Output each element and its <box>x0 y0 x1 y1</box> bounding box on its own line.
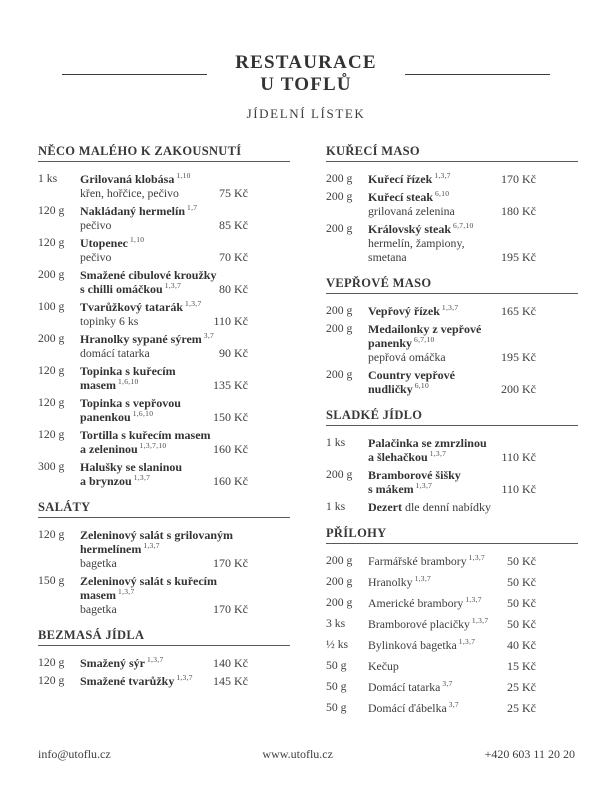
item-text <box>368 368 578 396</box>
item-price: 75 Kč <box>219 186 248 200</box>
item-name-line <box>368 190 576 204</box>
item-qty: 1 ks <box>326 436 346 449</box>
item-desc: bagetka <box>80 602 117 616</box>
item-text <box>368 659 578 673</box>
item-price: 80 Kč <box>219 282 248 296</box>
item-text <box>80 428 290 456</box>
menu-section <box>38 628 290 688</box>
right-column <box>326 132 578 722</box>
item-desc: topinky 6 ks <box>80 314 139 328</box>
item-name-line <box>80 542 288 556</box>
item-qty: 200 g <box>326 368 353 381</box>
item-name: Topinka s kuřecím <box>80 364 176 378</box>
item-qty: 200 g <box>326 468 353 481</box>
menu-content <box>0 132 612 722</box>
item-name-line <box>80 378 288 392</box>
menu-item <box>38 656 290 670</box>
item-name: Kuřecí steak <box>368 190 433 204</box>
allergen-codes: 1,3,7 <box>468 553 486 562</box>
item-text <box>368 701 578 715</box>
item-qty: 200 g <box>326 304 353 317</box>
item-name: Hranolky <box>368 575 413 589</box>
item-text <box>80 236 290 264</box>
item-name-line <box>80 460 288 474</box>
menu-item <box>38 204 290 232</box>
allergen-codes: 1,3,7 <box>471 616 489 625</box>
menu-item <box>38 460 290 488</box>
left-column <box>38 132 290 722</box>
allergen-codes: 3,7 <box>448 700 459 709</box>
item-qty: 200 g <box>326 190 353 203</box>
item-price: 135 Kč <box>213 378 248 392</box>
menu-item <box>326 172 578 186</box>
item-qty: 200 g <box>38 268 65 281</box>
item-text <box>368 617 578 631</box>
section-title: PŘÍLOHY <box>326 526 578 544</box>
section-title: BEZMASÁ JÍDLA <box>38 628 290 646</box>
item-name: Bylinková bagetka <box>368 638 457 652</box>
item-desc: smetana <box>368 250 407 264</box>
item-name: Vepřový řízek <box>368 304 440 318</box>
item-qty: 120 g <box>38 674 65 687</box>
menu-item <box>38 268 290 296</box>
menu-item <box>326 322 578 364</box>
item-name-line <box>80 172 288 186</box>
item-name-line <box>368 436 576 450</box>
item-text <box>368 596 578 610</box>
item-name-line <box>368 638 576 652</box>
item-name-line <box>80 528 288 542</box>
item-text <box>368 172 578 186</box>
allergen-codes: 1,3,7 <box>133 473 151 482</box>
item-name: a brynzou <box>80 474 132 488</box>
item-name: Domácí tatarka <box>368 680 441 694</box>
item-qty: 120 g <box>38 204 65 217</box>
item-price: 160 Kč <box>213 474 248 488</box>
menu-section <box>326 408 578 514</box>
menu-item <box>326 701 578 715</box>
item-desc: grilovaná zelenina <box>368 204 455 218</box>
menu-item <box>326 575 578 589</box>
item-price: 85 Kč <box>219 218 248 232</box>
item-text <box>80 300 290 328</box>
item-name-line <box>368 701 576 715</box>
item-name-line <box>368 222 576 236</box>
menu-item <box>326 638 578 652</box>
item-price: 200 Kč <box>501 382 536 396</box>
allergen-codes: 1,3,7 <box>441 303 459 312</box>
item-desc: pečivo <box>80 250 112 264</box>
item-name: Bramborové placičky <box>368 617 470 631</box>
item-name-line <box>80 574 288 588</box>
item-name-line <box>368 450 576 464</box>
item-name: Kečup <box>368 659 399 673</box>
allergen-codes: 6,7,10 <box>453 221 474 230</box>
item-name-line <box>368 172 576 186</box>
header-rule-left <box>62 74 207 75</box>
item-qty: 200 g <box>326 222 353 235</box>
item-name-line <box>80 674 288 688</box>
item-qty: 100 g <box>38 300 65 313</box>
section-title: VEPŘOVÉ MASO <box>326 276 578 294</box>
item-name-line <box>80 300 288 314</box>
item-qty: 50 g <box>326 701 347 714</box>
item-price: 195 Kč <box>501 350 536 364</box>
menu-item <box>326 468 578 496</box>
item-qty: 200 g <box>38 332 65 345</box>
menu-subtitle: JÍDELNÍ LÍSTEK <box>246 106 366 121</box>
menu-item <box>326 222 578 264</box>
item-qty: 200 g <box>326 322 353 335</box>
item-price: 145 Kč <box>213 674 248 688</box>
item-name: Zeleninový salát s grilovaným <box>80 528 234 542</box>
menu-item <box>326 304 578 318</box>
item-text <box>80 396 290 424</box>
item-name: Grilovaná klobása <box>80 172 175 186</box>
header-rule-right <box>405 74 550 75</box>
item-name-line <box>80 656 288 670</box>
item-text <box>368 322 578 364</box>
item-name-line <box>368 500 576 514</box>
item-price: 50 Kč <box>507 554 536 568</box>
item-name: Hranolky sypané sýrem <box>80 332 202 346</box>
item-qty: 120 g <box>38 364 65 377</box>
item-name-line <box>368 322 576 336</box>
menu-item <box>38 396 290 424</box>
item-name: Medailonky z vepřové <box>368 322 482 336</box>
item-name: Zeleninový salát s kuřecím <box>80 574 217 588</box>
item-price: 70 Kč <box>219 250 248 264</box>
item-name-line <box>80 442 288 456</box>
title-row <box>0 52 612 96</box>
menu-item <box>38 674 290 688</box>
item-qty: 1 ks <box>326 500 346 513</box>
item-desc: domácí tatarka <box>80 346 150 360</box>
item-text <box>368 304 578 318</box>
item-text <box>80 460 290 488</box>
allergen-codes: 1,3,7,10 <box>139 441 167 450</box>
item-qty: 50 g <box>326 680 347 693</box>
item-text <box>80 332 290 360</box>
item-name-line <box>368 368 576 382</box>
menu-item <box>38 300 290 328</box>
item-qty: 120 g <box>38 236 65 249</box>
allergen-codes: 1,3,7 <box>147 655 164 664</box>
item-desc: pečivo <box>80 218 112 232</box>
item-name-line <box>368 482 576 496</box>
menu-section <box>38 500 290 616</box>
item-text <box>368 575 578 589</box>
allergen-codes: 1,3,7 <box>434 171 451 180</box>
allergen-codes: 1,10 <box>130 235 145 244</box>
item-qty: 200 g <box>326 172 353 185</box>
item-name: Country vepřové <box>368 368 455 382</box>
menu-section <box>326 276 578 396</box>
item-qty: 150 g <box>38 574 65 587</box>
menu-item <box>326 554 578 568</box>
allergen-codes: 1,3,7 <box>458 637 476 646</box>
item-name-line <box>80 474 288 488</box>
item-text <box>80 674 290 688</box>
allergen-codes: 3,7 <box>203 331 215 340</box>
item-price: 25 Kč <box>507 680 536 694</box>
item-name-line <box>80 204 288 218</box>
item-name: Americké brambory <box>368 596 464 610</box>
item-qty: 200 g <box>326 596 353 609</box>
item-text <box>368 468 578 496</box>
item-desc: hermelín, žampiony, <box>368 236 465 250</box>
allergen-codes: 1,3,7 <box>414 574 432 583</box>
item-text <box>80 268 290 296</box>
menu-item <box>38 332 290 360</box>
menu-item <box>38 364 290 392</box>
menu-item <box>326 500 578 514</box>
menu-item <box>38 172 290 200</box>
restaurant-name-line2: U TOFLŮ <box>260 74 352 95</box>
menu-item <box>326 368 578 396</box>
item-price: 150 Kč <box>213 410 248 424</box>
item-price: 165 Kč <box>501 304 536 318</box>
allergen-codes: 1,3,7 <box>465 595 482 604</box>
item-name-line <box>368 659 576 673</box>
item-name: Smažený sýr <box>80 656 145 670</box>
item-name: Tvarůžkový tatarák <box>80 300 183 314</box>
item-price: 110 Kč <box>501 450 536 464</box>
item-name: masem <box>80 378 116 392</box>
allergen-codes: 1,3,7 <box>185 299 202 308</box>
allergen-codes: 1,10 <box>176 171 191 180</box>
allergen-codes: 1,3,7 <box>415 481 433 490</box>
item-text <box>80 172 290 200</box>
page-footer <box>0 747 612 762</box>
allergen-codes: 6,10 <box>435 189 450 198</box>
item-price: 110 Kč <box>213 314 248 328</box>
item-name: Dezert <box>368 500 402 514</box>
menu-item <box>326 190 578 218</box>
item-price: 15 Kč <box>507 659 536 673</box>
item-price: 40 Kč <box>507 638 536 652</box>
section-title: SLADKÉ JÍDLO <box>326 408 578 426</box>
footer-email: info@utoflu.cz <box>38 747 111 761</box>
item-text <box>368 436 578 464</box>
item-price: 160 Kč <box>213 442 248 456</box>
item-name-line <box>368 382 576 396</box>
item-qty: 120 g <box>38 396 65 409</box>
item-text <box>80 574 290 616</box>
item-name-line <box>80 282 288 296</box>
menu-item <box>38 236 290 264</box>
item-text <box>368 190 578 218</box>
allergen-codes: 1,3,7 <box>164 281 182 290</box>
item-qty: 50 g <box>326 659 347 672</box>
menu-section <box>326 526 578 715</box>
item-name-line <box>80 588 288 602</box>
allergen-codes: 1,3,7 <box>176 673 193 682</box>
item-name-line <box>368 596 576 610</box>
item-name: panenky <box>368 336 413 350</box>
item-text <box>80 204 290 232</box>
item-name-line <box>368 617 576 631</box>
item-name-line <box>80 332 288 346</box>
item-name-line <box>80 268 288 282</box>
item-price: 195 Kč <box>501 250 536 264</box>
item-name: Smažené cibulové kroužky <box>80 268 217 282</box>
menu-item <box>326 659 578 673</box>
item-name-line <box>80 396 288 410</box>
item-name: s chilli omáčkou <box>80 282 163 296</box>
item-name: Farmářské brambory <box>368 554 467 568</box>
item-text <box>368 500 578 514</box>
footer-website: www.utoflu.cz <box>262 747 333 761</box>
restaurant-name <box>235 52 377 96</box>
item-name-line <box>368 336 576 350</box>
item-qty: 200 g <box>326 554 353 567</box>
item-price: 50 Kč <box>507 596 536 610</box>
item-price: 25 Kč <box>507 701 536 715</box>
item-qty: 120 g <box>38 656 65 669</box>
item-price: 170 Kč <box>213 602 248 616</box>
item-name: Bramborové šišky <box>368 468 461 482</box>
footer-phone: +420 603 11 20 20 <box>484 747 575 761</box>
item-name: Topinka s vepřovou <box>80 396 181 410</box>
menu-item <box>326 596 578 610</box>
item-name-line <box>368 575 576 589</box>
item-name-line <box>80 410 288 424</box>
restaurant-name-line1: RESTAURACE <box>235 52 377 73</box>
item-name: Kuřecí řízek <box>368 172 433 186</box>
allergen-codes: 1,6,10 <box>132 409 154 418</box>
item-name: Palačinka se zmrzlinou <box>368 436 487 450</box>
item-price: 90 Kč <box>219 346 248 360</box>
item-text <box>368 554 578 568</box>
item-text <box>80 656 290 670</box>
item-name: Smažené tvarůžky <box>80 674 175 688</box>
menu-item <box>38 428 290 456</box>
page-header <box>0 0 612 122</box>
menu-section <box>326 144 578 264</box>
menu-section <box>38 144 290 488</box>
item-name-line <box>368 304 576 318</box>
item-name: Královský steak <box>368 222 452 236</box>
item-name-line <box>368 554 576 568</box>
menu-item <box>38 528 290 570</box>
item-name: Domácí ďábelka <box>368 701 447 715</box>
item-price: 180 Kč <box>501 204 536 218</box>
item-price: 110 Kč <box>501 482 536 496</box>
allergen-codes: 1,3,7 <box>143 541 160 550</box>
allergen-codes: 3,7 <box>442 679 453 688</box>
item-name-line <box>80 364 288 378</box>
item-qty: 300 g <box>38 460 65 473</box>
item-name: a zeleninou <box>80 442 138 456</box>
item-text <box>80 364 290 392</box>
section-title: NĚCO MALÉHO K ZAKOUSNUTÍ <box>38 144 290 162</box>
item-name-line <box>368 680 576 694</box>
item-name-line <box>80 428 288 442</box>
allergen-codes: 1,6,10 <box>118 377 139 386</box>
item-desc: pepřová omáčka <box>368 350 446 364</box>
item-name: panenkou <box>80 410 131 424</box>
item-qty: 1 ks <box>38 172 58 185</box>
item-price: 140 Kč <box>213 656 248 670</box>
item-qty: 3 ks <box>326 617 346 630</box>
item-name: Utopenec <box>80 236 128 250</box>
item-price: 50 Kč <box>507 575 536 589</box>
item-name-line <box>368 468 576 482</box>
section-title: SALÁTY <box>38 500 290 518</box>
item-name: Tortilla s kuřecím masem <box>80 428 211 442</box>
item-price: 170 Kč <box>501 172 536 186</box>
item-name: Halušky se slaninou <box>80 460 183 474</box>
item-name-line <box>80 236 288 250</box>
item-name: masem <box>80 588 116 602</box>
item-name: s mákem <box>368 482 414 496</box>
allergen-codes: 1,3,7 <box>429 449 447 458</box>
menu-item <box>326 680 578 694</box>
allergen-codes: 1,7 <box>187 203 198 212</box>
section-title: KUŘECÍ MASO <box>326 144 578 162</box>
item-desc: křen, hořčice, pečivo <box>80 186 179 200</box>
item-name: a šlehačkou <box>368 450 428 464</box>
allergen-codes: 6,7,10 <box>414 335 435 344</box>
item-qty: 120 g <box>38 528 65 541</box>
item-name: hermelínem <box>80 542 142 556</box>
item-text <box>368 222 578 264</box>
allergen-codes: 1,3,7 <box>118 587 135 596</box>
item-qty: 200 g <box>326 575 353 588</box>
item-qty: ½ ks <box>326 638 349 651</box>
menu-item <box>326 436 578 464</box>
item-price: 50 Kč <box>507 617 536 631</box>
item-desc: bagetka <box>80 556 117 570</box>
item-name: Nakládaný hermelín <box>80 204 186 218</box>
allergen-codes: 6,10 <box>414 381 430 390</box>
item-name: nudličky <box>368 382 413 396</box>
menu-item <box>38 574 290 616</box>
menu-item <box>326 617 578 631</box>
item-price: 170 Kč <box>213 556 248 570</box>
item-text <box>368 638 578 652</box>
item-text <box>80 528 290 570</box>
item-note: dle denní nabídky <box>401 500 491 514</box>
item-text <box>368 680 578 694</box>
item-qty: 120 g <box>38 428 65 441</box>
